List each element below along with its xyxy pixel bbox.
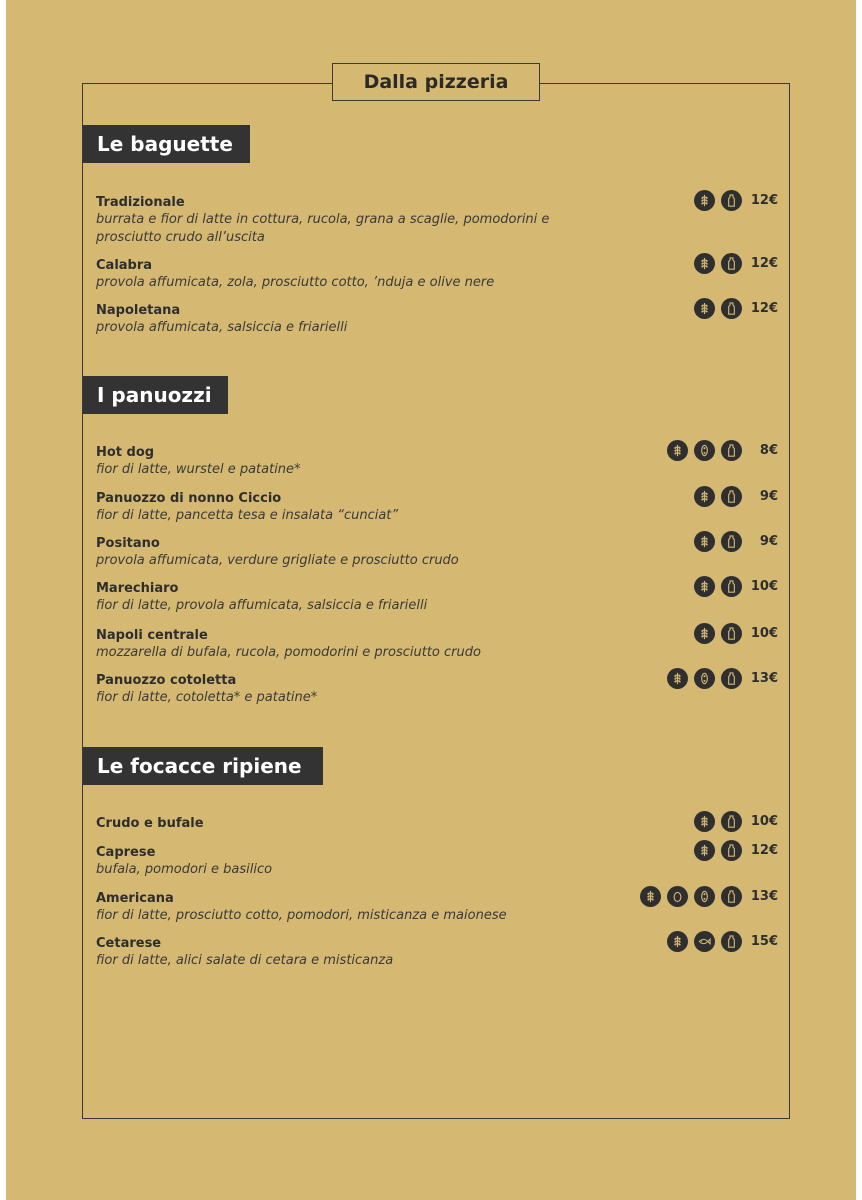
wheat-icon xyxy=(667,931,688,952)
item-price: 10€ xyxy=(750,814,778,829)
item-description: provola affumicata, salsiccia e friarielli xyxy=(96,320,348,335)
item-description: fior di latte, prosciutto cotto, pomodori, misticanza e maionese xyxy=(96,908,507,923)
item-description: fior di latte, wurstel e patatine* xyxy=(96,462,301,477)
wheat-icon xyxy=(640,886,661,907)
item-meta xyxy=(667,440,778,461)
item-price: 12€ xyxy=(750,256,778,271)
item-name: Marechiaro xyxy=(96,581,179,596)
item-meta xyxy=(694,253,778,274)
wheat-icon xyxy=(694,253,715,274)
item-description: provola affumicata, zola, prosciutto cotto, ’nduja e olive nere xyxy=(96,275,495,290)
item-description: mozzarella di bufala, rucola, pomodorini e prosciutto crudo xyxy=(96,645,481,660)
soy-icon xyxy=(694,668,715,689)
item-name: Positano xyxy=(96,536,160,551)
menu-item xyxy=(96,627,778,662)
item-description: bufala, pomodori e basilico xyxy=(96,862,273,877)
egg-icon xyxy=(667,886,688,907)
wheat-icon xyxy=(694,298,715,319)
item-meta xyxy=(694,576,778,597)
item-meta xyxy=(694,623,778,644)
menu-item xyxy=(96,194,778,247)
item-name: Napoletana xyxy=(96,303,181,318)
menu-item xyxy=(96,490,778,525)
section-title: Le focacce ripiene xyxy=(83,747,323,785)
menu-item xyxy=(96,815,778,832)
page-title: Dalla pizzeria xyxy=(332,63,540,101)
milk-bottle-icon xyxy=(721,811,742,832)
item-meta xyxy=(694,531,778,552)
item-description: fior di latte, pancetta tesa e insalata “cunciat” xyxy=(96,508,399,523)
menu-item xyxy=(96,535,778,570)
menu-item xyxy=(96,444,778,479)
item-description: provola affumicata, verdure grigliate e prosciutto crudo xyxy=(96,553,459,568)
section-title: Le baguette xyxy=(83,125,250,163)
item-name: Hot dog xyxy=(96,445,155,460)
milk-bottle-icon xyxy=(721,253,742,274)
menu-item xyxy=(96,890,778,925)
item-name: Caprese xyxy=(96,845,156,860)
item-price: 12€ xyxy=(750,193,778,208)
wheat-icon xyxy=(694,190,715,211)
item-description: fior di latte, provola affumicata, salsiccia e friarielli xyxy=(96,598,428,613)
wheat-icon xyxy=(694,811,715,832)
milk-bottle-icon xyxy=(721,886,742,907)
item-name: Panuozzo cotoletta xyxy=(96,673,237,688)
menu-item xyxy=(96,302,778,337)
milk-bottle-icon xyxy=(721,298,742,319)
item-meta xyxy=(667,668,778,689)
wheat-icon xyxy=(694,840,715,861)
fish-icon xyxy=(694,931,715,952)
item-price: 12€ xyxy=(750,843,778,858)
item-description: burrata e fior di latte in cottura, rucola, grana a scaglie, pomodorini e prosciutto crudo all’uscita xyxy=(96,212,550,245)
item-meta xyxy=(694,840,778,861)
wheat-icon xyxy=(667,668,688,689)
menu-item xyxy=(96,580,778,615)
item-price: 10€ xyxy=(750,579,778,594)
item-price: 10€ xyxy=(750,626,778,641)
item-price: 9€ xyxy=(759,534,778,549)
item-meta xyxy=(667,931,778,952)
soy-icon xyxy=(694,886,715,907)
item-price: 13€ xyxy=(750,889,778,904)
item-meta xyxy=(694,298,778,319)
milk-bottle-icon xyxy=(721,486,742,507)
milk-bottle-icon xyxy=(721,190,742,211)
item-price: 9€ xyxy=(759,489,778,504)
section-title: I panuozzi xyxy=(83,376,228,414)
item-description: fior di latte, alici salate di cetara e misticanza xyxy=(96,953,394,968)
soy-icon xyxy=(694,440,715,461)
milk-bottle-icon xyxy=(721,668,742,689)
item-price: 8€ xyxy=(759,443,778,458)
wheat-icon xyxy=(667,440,688,461)
item-meta xyxy=(694,811,778,832)
item-name: Calabra xyxy=(96,258,153,273)
item-price: 15€ xyxy=(750,934,778,949)
wheat-icon xyxy=(694,486,715,507)
item-meta xyxy=(640,886,778,907)
milk-bottle-icon xyxy=(721,623,742,644)
milk-bottle-icon xyxy=(721,840,742,861)
milk-bottle-icon xyxy=(721,531,742,552)
menu-item xyxy=(96,935,778,970)
item-name: Cetarese xyxy=(96,936,162,951)
menu-page xyxy=(6,0,856,1200)
wheat-icon xyxy=(694,623,715,644)
item-description: fior di latte, cotoletta* e patatine* xyxy=(96,690,318,705)
milk-bottle-icon xyxy=(721,440,742,461)
wheat-icon xyxy=(694,576,715,597)
item-name: Napoli centrale xyxy=(96,628,208,643)
milk-bottle-icon xyxy=(721,931,742,952)
item-name: Tradizionale xyxy=(96,195,185,210)
wheat-icon xyxy=(694,531,715,552)
menu-item xyxy=(96,672,778,707)
menu-item xyxy=(96,257,778,292)
item-meta xyxy=(694,486,778,507)
item-name: Panuozzo di nonno Ciccio xyxy=(96,491,282,506)
item-price: 12€ xyxy=(750,301,778,316)
item-meta xyxy=(694,190,778,211)
menu-item xyxy=(96,844,778,879)
item-name: Americana xyxy=(96,891,174,906)
item-price: 13€ xyxy=(750,671,778,686)
milk-bottle-icon xyxy=(721,576,742,597)
item-name: Crudo e bufale xyxy=(96,816,204,831)
